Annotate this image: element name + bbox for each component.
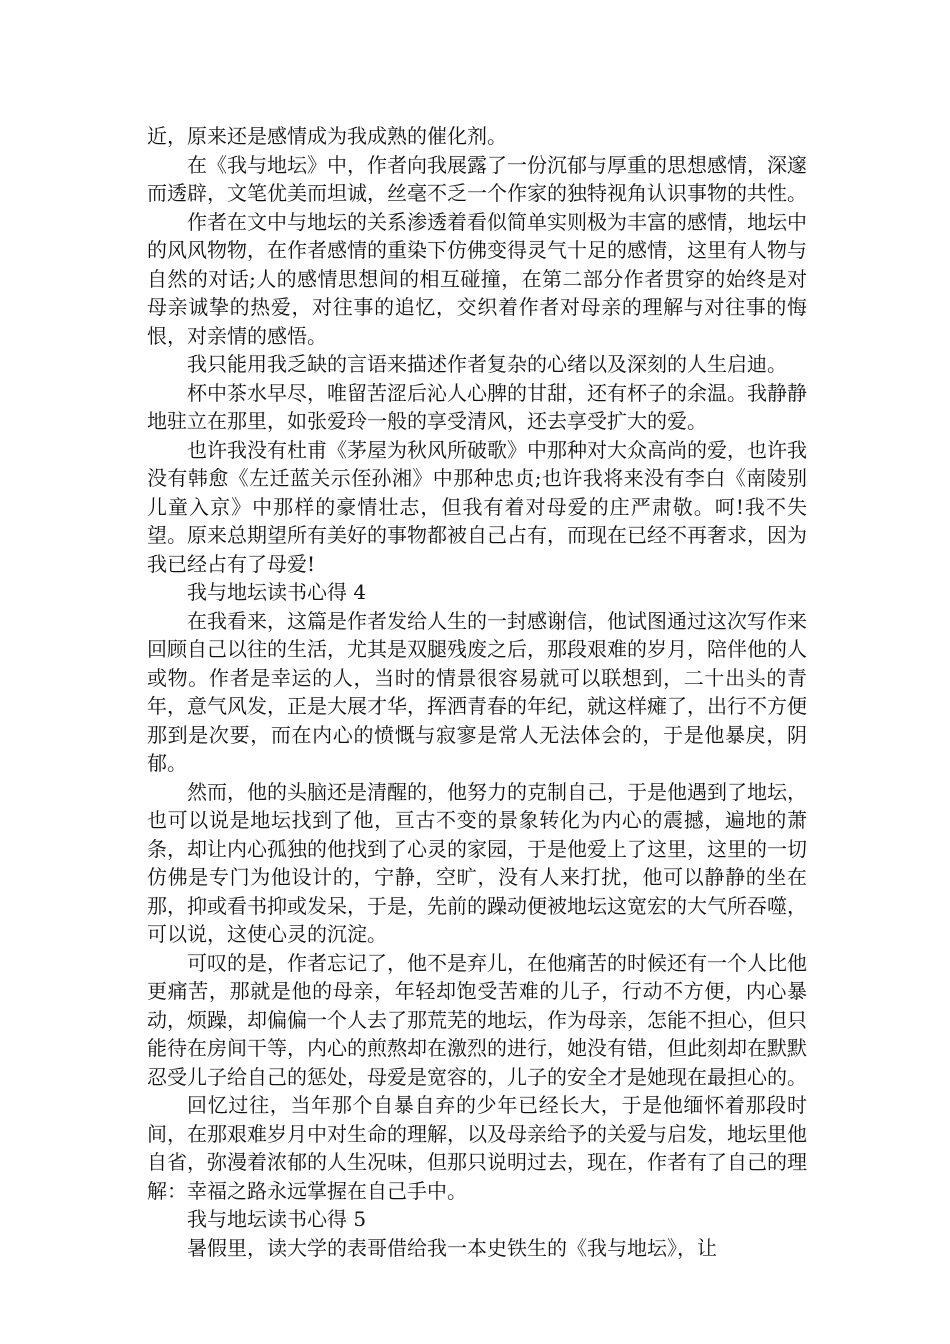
- section-heading: 我与地坛读书心得 4: [187, 580, 367, 604]
- paragraph: 也许我没有杜甫《茅屋为秋风所破歌》中那种对大众高尚的爱，也许我没有韩愈《左迁蓝关示侄孙湘》中那种忠贞;也许我将来没有李白《南陵别儿童入京》中那样的豪情壮志，但我有着对母爱的庄严肃敬。呵!我不失望。原来总期望所有美好的事物都被自己占有，而现在已经不再奢求，因为我已经占有了母爱!: [147, 437, 807, 576]
- paragraph: 回忆过往，当年那个自暴自弃的少年已经长大，于是他缅怀着那段时间，在那艰难岁月中对生命的理解，以及母亲给予的关爱与启发，地坛里他自省，弥漫着浓郁的人生况味，但那只说明过去，现在，作者有了自己的理解：幸福之路永远掌握在自己手中。: [147, 1093, 807, 1203]
- paragraph: 暑假里，读大学的表哥借给我一本史铁生的《我与地坛》，让: [187, 1235, 717, 1260]
- paragraph: 近，原来还是感情成为我成熟的催化剂。: [147, 124, 507, 148]
- paragraph: 作者在文中与地坛的关系渗透着看似简单实则极为丰富的感情，地坛中的风风物物，在作者感情的重染下仿佛变得灵气十足的感情，这里有人物与自然的对话;人的感情思想间的相互碰撞，在第二部分作者贯穿的始终是对母亲诚挚的热爱，对往事的追忆，交织着作者对母亲的理解与对往事的悔恨，对亲情的感悟。: [147, 209, 807, 348]
- paragraph: 可叹的是，作者忘记了，他不是弃儿，在他痛苦的时候还有一个人比他更痛苦，那就是他的母亲，年轻却饱受苦难的儿子，行动不方便，内心暴动，烦躁，却偏偏一个人去了那荒芜的地坛，作为母亲，怎能不担心，但只能待在房间干等，内心的煎熬却在激烈的进行，她没有错，但此刻却在默默忍受儿子给自己的惩处，母爱是宽容的，儿子的安全才是她现在最担心的。: [147, 950, 807, 1089]
- paragraph: 然而，他的头脑还是清醒的，他努力的克制自己，于是他遇到了地坛，也可以说是地坛找到了他，亘古不变的景象转化为内心的震撼，遍地的萧条，却让内心孤独的他找到了心灵的家园，于是他爱上了这里，这里的一切仿佛是专门为他设计的，宁静，空旷，没有人来打扰，他可以静静的坐在那，抑或看书抑或发呆，于是，先前的躁动便被地坛这宽宏的大气所吞噬，可以说，这使心灵的沉淀。: [147, 779, 807, 946]
- paragraph: 在《我与地坛》中，作者向我展露了一份沉郁与厚重的思想感情，深邃而透辟，文笔优美而坦诚，丝毫不乏一个作家的独特视角认识事物的共性。: [147, 152, 807, 205]
- paragraph: 杯中茶水早尽，唯留苦涩后沁人心脾的甘甜，还有杯子的余温。我静静地驻立在那里，如张爱玲一般的享受清风，还去享受扩大的爱。: [147, 380, 807, 433]
- document-page: [147, 122, 807, 1262]
- paragraph: 我只能用我乏缺的言语来描述作者复杂的心绪以及深刻的人生启迪。: [187, 352, 787, 376]
- paragraph: 在我看来，这篇是作者发给人生的一封感谢信，他试图通过这次写作来回顾自己以往的生活，尤其是双腿残废之后，那段艰难的岁月，陪伴他的人或物。作者是幸运的人，当时的情景很容易就可以联想到，二十出头的青年，意气风发，正是大展才华，挥洒青春的年纪，就这样瘫了，出行不方便那到是次要，而在内心的愤慨与寂寥是常人无法体会的，于是他暴戾，阴郁。: [147, 608, 807, 775]
- section-heading: 我与地坛读书心得 5: [187, 1207, 367, 1231]
